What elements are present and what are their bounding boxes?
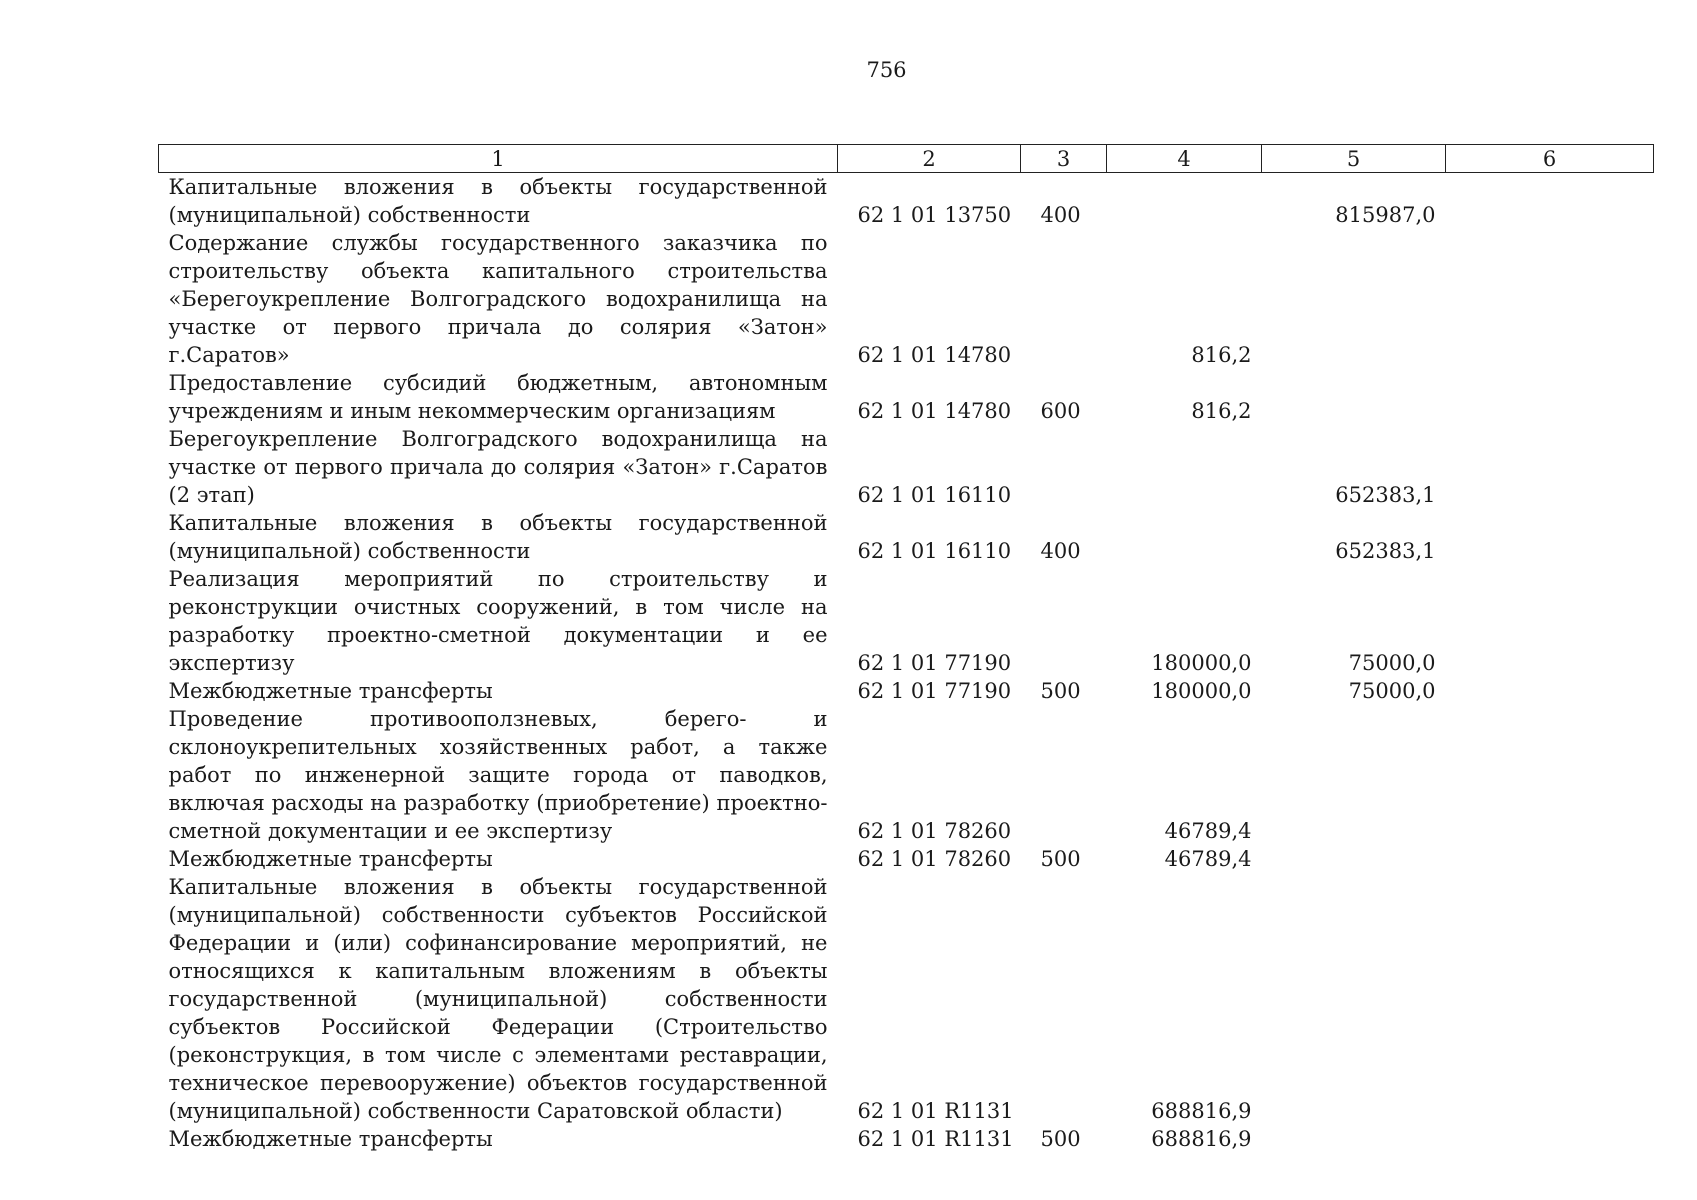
- row-expense-type-cell: 500: [1040, 1127, 1081, 1151]
- row-expense-type-cell: [1021, 229, 1107, 369]
- row-name-cell: Капитальные вложения в объекты государственной (муниципальной) собственности: [168, 511, 828, 563]
- row-value-col5-cell: [1262, 845, 1446, 873]
- row-value-col4-cell: [1107, 509, 1262, 565]
- row-value-col6-cell: [1446, 873, 1654, 1125]
- table-row: [159, 845, 1654, 873]
- budget-table: [158, 144, 1654, 1153]
- table-row: [159, 229, 1654, 369]
- row-name-cell: Межбюджетные трансферты: [168, 679, 493, 703]
- row-value-col4-cell: 46789,4: [1164, 819, 1252, 843]
- row-value-col4-cell: 46789,4: [1164, 847, 1252, 871]
- table-row: [159, 705, 1654, 845]
- row-code-cell: 62 1 01 78260: [857, 819, 1012, 843]
- row-value-col6-cell: [1446, 425, 1654, 509]
- row-name-cell: Межбюджетные трансферты: [168, 1127, 493, 1151]
- row-expense-type-cell: [1021, 873, 1107, 1125]
- row-value-col6-cell: [1446, 173, 1654, 230]
- column-header-2: 2: [838, 145, 1021, 173]
- row-code-cell: 62 1 01 R1131: [857, 1099, 1014, 1123]
- row-value-col4-cell: [1107, 425, 1262, 509]
- row-code-cell: 62 1 01 13750: [857, 203, 1012, 227]
- table-row: [159, 565, 1654, 677]
- row-value-col4-cell: 180000,0: [1151, 679, 1252, 703]
- row-value-col5-cell: 75000,0: [1348, 679, 1436, 703]
- row-expense-type-cell: 500: [1040, 847, 1081, 871]
- row-code-cell: 62 1 01 16110: [857, 539, 1012, 563]
- page-number: 756: [866, 58, 907, 82]
- row-value-col5-cell: 75000,0: [1348, 651, 1436, 675]
- row-name-cell: Капитальные вложения в объекты государственной (муниципальной) собственности: [168, 175, 828, 227]
- row-value-col6-cell: [1446, 509, 1654, 565]
- row-value-col5-cell: 652383,1: [1335, 539, 1436, 563]
- row-value-col6-cell: [1446, 845, 1654, 873]
- row-code-cell: 62 1 01 R1131: [857, 1127, 1014, 1151]
- row-value-col4-cell: 816,2: [1191, 399, 1252, 423]
- row-expense-type-cell: [1021, 705, 1107, 845]
- row-expense-type-cell: [1021, 425, 1107, 509]
- row-value-col4-cell: 688816,9: [1151, 1099, 1252, 1123]
- row-value-col4-cell: 180000,0: [1151, 651, 1252, 675]
- row-name-cell: Реализация мероприятий по строительству и реконструкции очистных сооружений, в том числе на разработку проектно-сметной документации и ее экспертизу: [168, 567, 828, 675]
- row-code-cell: 62 1 01 16110: [857, 483, 1012, 507]
- column-header-5: 5: [1262, 145, 1446, 173]
- row-code-cell: 62 1 01 78260: [857, 847, 1012, 871]
- row-value-col6-cell: [1446, 369, 1654, 425]
- row-expense-type-cell: 400: [1040, 203, 1081, 227]
- row-value-col4-cell: [1107, 173, 1262, 230]
- table-row: [159, 677, 1654, 705]
- row-value-col5-cell: [1262, 229, 1446, 369]
- table-row: [159, 873, 1654, 1125]
- row-value-col4-cell: 688816,9: [1151, 1127, 1252, 1151]
- row-code-cell: 62 1 01 14780: [857, 399, 1012, 423]
- row-name-cell: Берегоукрепление Волгоградского водохранилища на участке от первого причала до солярия «Затон» г.Саратов (2 этап): [168, 427, 828, 507]
- column-header-4: 4: [1107, 145, 1262, 173]
- row-value-col6-cell: [1446, 229, 1654, 369]
- table-row: [159, 425, 1654, 509]
- row-value-col5-cell: [1262, 705, 1446, 845]
- row-value-col5-cell: 815987,0: [1335, 203, 1436, 227]
- row-value-col6-cell: [1446, 677, 1654, 705]
- table-row: [159, 173, 1654, 230]
- row-value-col6-cell: [1446, 1125, 1654, 1153]
- row-value-col6-cell: [1446, 705, 1654, 845]
- row-name-cell: Содержание службы государственного заказчика по строительству объекта капитального строительства «Берегоукрепление Волгоградского водохранилища на участке от первого причала до солярия «Затон» г.Саратов»: [168, 231, 828, 367]
- row-value-col5-cell: [1262, 369, 1446, 425]
- table-row: [159, 1125, 1654, 1153]
- row-value-col5-cell: [1262, 1125, 1446, 1153]
- row-value-col6-cell: [1446, 565, 1654, 677]
- column-header-3: 3: [1021, 145, 1107, 173]
- column-header-6: 6: [1446, 145, 1654, 173]
- row-code-cell: 62 1 01 77190: [857, 651, 1012, 675]
- row-name-cell: Капитальные вложения в объекты государственной (муниципальной) собственности субъектов Российской Федерации и (или) софинансирование мероприятий, не относящихся к капитальным вложениям в объекты государственной (муниципальной) собственности субъектов Российской Федерации (Строительство (реконструкция, в том числе с элементами реставрации, техническое перевооружение) объектов государственной (муниципальной) собственности Саратовской области): [168, 875, 828, 1123]
- table-header-row: [159, 145, 1654, 173]
- row-value-col5-cell: 652383,1: [1335, 483, 1436, 507]
- table-row: [159, 369, 1654, 425]
- row-name-cell: Предоставление субсидий бюджетным, автономным учреждениям и иным некоммерческим организациям: [168, 371, 828, 423]
- row-code-cell: 62 1 01 77190: [857, 679, 1012, 703]
- row-name-cell: Межбюджетные трансферты: [168, 847, 493, 871]
- row-code-cell: 62 1 01 14780: [857, 343, 1012, 367]
- row-value-col5-cell: [1262, 873, 1446, 1125]
- row-expense-type-cell: 500: [1040, 679, 1081, 703]
- row-expense-type-cell: [1021, 565, 1107, 677]
- row-name-cell: Проведение противооползневых, берего- и склоноукрепительных хозяйственных работ, а также работ по инженерной защите города от паводков, включая расходы на разработку (приобретение) проектно-сметной документации и ее экспертизу: [168, 707, 828, 843]
- column-header-1: 1: [159, 145, 838, 173]
- row-value-col4-cell: 816,2: [1191, 343, 1252, 367]
- row-expense-type-cell: 400: [1040, 539, 1081, 563]
- row-expense-type-cell: 600: [1040, 399, 1081, 423]
- table-row: [159, 509, 1654, 565]
